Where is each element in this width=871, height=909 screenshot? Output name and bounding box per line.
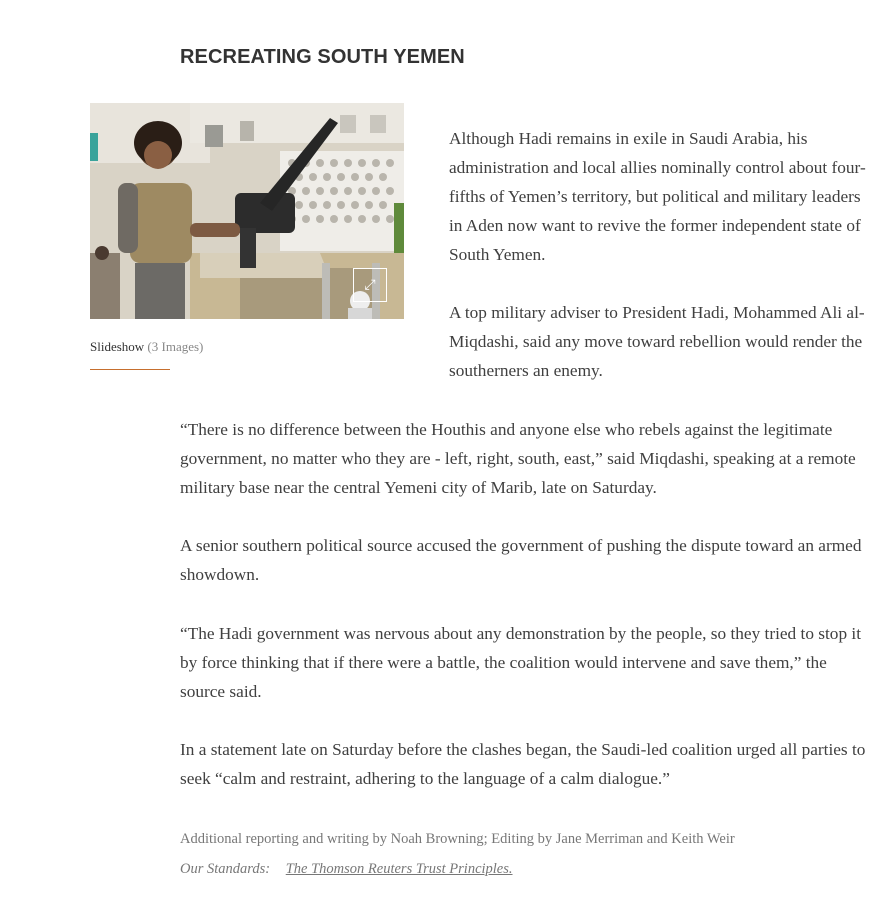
slideshow-caption[interactable] [90, 339, 404, 355]
slideshow-photo[interactable] [90, 103, 404, 319]
paragraph-2: A top military adviser to President Hadi, Mohammed Ali al-Miqdashi, said any move toward rebellion would render the southerners an enemy. [449, 303, 865, 380]
trust-principles-link[interactable]: The Thomson Reuters Trust Principles. [285, 861, 513, 877]
slideshow [90, 103, 404, 370]
section-heading: RECREATING SOUTH YEMEN [180, 46, 465, 68]
paragraph-5: “The Hadi government was nervous about any demonstration by the people, so they tried to stop it by force thinking that if there were a battle, the coalition would intervene and save them,” the source said. [180, 624, 862, 701]
slideshow-image-count: (3 Images) [147, 339, 204, 354]
slideshow-divider [90, 369, 170, 370]
paragraph-1: Although Hadi remains in exile in Saudi Arabia, his administration and local allies nominally control about four-fifths of Yemen’s territory, but political and military leaders in Aden now want to revive the former independent state of South Yemen. [449, 129, 866, 264]
standards-line [180, 861, 513, 878]
paragraph-4: A senior southern political source accused the government of pushing the dispute toward an armed showdown. [180, 536, 862, 584]
expand-arrows-icon[interactable]: ⤢ [353, 268, 387, 302]
article-credits: Additional reporting and writing by Noah Browning; Editing by Jane Merriman and Keith Weir [180, 831, 735, 847]
paragraph-6: In a statement late on Saturday before the clashes began, the Saudi-led coalition urged all parties to seek “calm and restraint, adhering to the language of a calm dialogue.” [180, 740, 866, 788]
standards-label: Our Standards: [180, 861, 271, 877]
slideshow-label[interactable]: Slideshow [90, 339, 145, 354]
paragraph-3: “There is no difference between the Houthis and anyone else who rebels against the legitimate government, no matter who they are - left, right, south, east,” said Miqdashi, speaking at a remote military base near the central Yemeni city of Marib, late on Saturday. [180, 420, 856, 497]
